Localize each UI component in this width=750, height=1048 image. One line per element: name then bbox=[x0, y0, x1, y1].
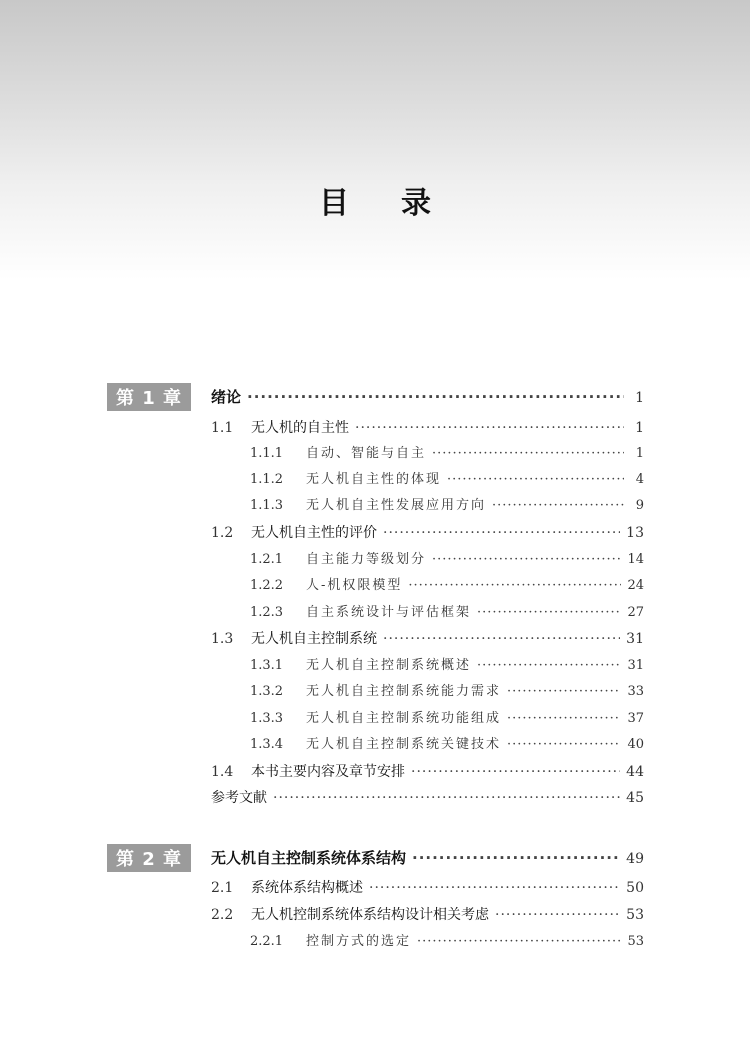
toc-title: 参考文献 bbox=[211, 790, 267, 806]
toc-page-number: 14 bbox=[627, 552, 644, 567]
toc-leader-dots bbox=[408, 574, 621, 598]
toc-leader-dots bbox=[383, 521, 620, 545]
toc-subsection-1-2-2[interactable] bbox=[250, 574, 644, 598]
toc-number: 1.2.2 bbox=[250, 578, 284, 593]
toc-number: 1.1.3 bbox=[250, 498, 284, 513]
toc-number: 1.1 bbox=[211, 420, 234, 436]
toc-title: 无人机自主性的体现 bbox=[306, 472, 442, 487]
toc-page-number: 9 bbox=[635, 498, 644, 513]
toc-title: 绪论 bbox=[211, 388, 242, 406]
toc-subsection-1-1-3[interactable] bbox=[250, 494, 644, 518]
toc-page-number: 24 bbox=[627, 578, 644, 593]
toc-page-number: 1 bbox=[635, 390, 644, 406]
toc-leader-dots bbox=[477, 601, 621, 625]
toc-title: 本书主要内容及章节安排 bbox=[251, 764, 405, 780]
toc-section-2-1[interactable] bbox=[211, 876, 644, 900]
toc-section-1-3[interactable] bbox=[211, 627, 644, 651]
toc-subsection-1-1-1[interactable] bbox=[250, 442, 644, 466]
toc-leader-dots bbox=[495, 903, 620, 927]
toc-title: 无人机自主控制系统体系结构 bbox=[211, 849, 407, 867]
toc-references-ch1[interactable] bbox=[211, 786, 644, 810]
toc-chapter-2[interactable] bbox=[211, 846, 644, 870]
toc-page-number: 50 bbox=[626, 880, 644, 896]
toc-chapter-1[interactable] bbox=[211, 385, 644, 409]
toc-page-number: 13 bbox=[626, 525, 644, 541]
toc-number: 2.1 bbox=[211, 880, 234, 896]
toc-page-number: 1 bbox=[635, 446, 644, 461]
toc-page-number: 53 bbox=[627, 934, 644, 949]
toc-title: 自动、智能与自主 bbox=[306, 446, 427, 461]
toc-title: 无人机的自主性 bbox=[251, 420, 349, 436]
chapter-2-label: 第 2 章 bbox=[107, 844, 191, 872]
toc-title: 无人机自主控制系统 bbox=[251, 631, 377, 647]
toc-leader-dots bbox=[411, 760, 620, 784]
toc-section-1-4[interactable] bbox=[211, 760, 644, 784]
toc-subsection-1-3-3[interactable] bbox=[250, 707, 644, 731]
toc-leader-dots bbox=[432, 548, 621, 572]
toc-page-number: 4 bbox=[635, 472, 644, 487]
toc-leader-dots bbox=[432, 442, 624, 466]
toc-subsection-1-3-4[interactable] bbox=[250, 733, 644, 757]
toc-subsection-1-1-2[interactable] bbox=[250, 468, 644, 492]
toc-section-1-1[interactable] bbox=[211, 416, 644, 440]
chapter-1-label: 第 1 章 bbox=[107, 383, 191, 411]
toc-page-number: 45 bbox=[626, 790, 644, 806]
toc-number: 1.2.1 bbox=[250, 552, 284, 567]
toc-number: 1.3.1 bbox=[250, 658, 284, 673]
toc-number: 1.1.2 bbox=[250, 472, 284, 487]
toc-subsection-1-3-2[interactable] bbox=[250, 680, 644, 704]
toc-subsection-1-2-3[interactable] bbox=[250, 601, 644, 625]
toc-title: 控制方式的选定 bbox=[306, 934, 412, 949]
header-gradient-band bbox=[0, 0, 750, 280]
toc-number: 1.3.3 bbox=[250, 711, 284, 726]
page-title-char-1: 目 bbox=[319, 186, 349, 221]
toc-number: 1.3.4 bbox=[250, 737, 284, 752]
toc-number: 1.4 bbox=[211, 764, 234, 780]
toc-title: 人-机权限模型 bbox=[306, 578, 403, 593]
toc-title: 无人机自主性发展应用方向 bbox=[306, 498, 487, 513]
toc-leader-dots bbox=[369, 876, 620, 900]
toc-subsection-1-3-1[interactable] bbox=[250, 654, 644, 678]
toc-section-2-2[interactable] bbox=[211, 903, 644, 927]
toc-number: 1.3.2 bbox=[250, 684, 284, 699]
toc-number: 1.2.3 bbox=[250, 605, 284, 620]
toc-leader-dots bbox=[412, 846, 620, 870]
toc-leader-dots bbox=[507, 707, 621, 731]
toc-leader-dots bbox=[355, 416, 624, 440]
toc-leader-dots bbox=[247, 385, 624, 409]
toc-number: 1.2 bbox=[211, 525, 234, 541]
toc-title: 无人机自主控制系统能力需求 bbox=[306, 684, 502, 699]
toc-section-1-2[interactable] bbox=[211, 521, 644, 545]
toc-subsection-2-2-1[interactable] bbox=[250, 930, 644, 954]
toc-page-number: 49 bbox=[626, 851, 644, 867]
toc-leader-dots bbox=[417, 930, 621, 954]
toc-page-number: 1 bbox=[635, 420, 644, 436]
page-title-char-2: 录 bbox=[401, 186, 431, 221]
toc-title: 无人机自主控制系统功能组成 bbox=[306, 711, 502, 726]
toc-leader-dots bbox=[507, 733, 621, 757]
toc-leader-dots bbox=[507, 680, 621, 704]
toc-number: 2.2.1 bbox=[250, 934, 284, 949]
toc-number: 1.1.1 bbox=[250, 446, 284, 461]
toc-page-number: 40 bbox=[627, 737, 644, 752]
toc-number: 1.3 bbox=[211, 631, 234, 647]
toc-number: 2.2 bbox=[211, 907, 234, 923]
toc-page-number: 37 bbox=[627, 711, 644, 726]
toc-title: 无人机自主性的评价 bbox=[251, 525, 377, 541]
toc-subsection-1-2-1[interactable] bbox=[250, 548, 644, 572]
toc-title: 自主系统设计与评估框架 bbox=[306, 605, 472, 620]
toc-title: 无人机自主控制系统关键技术 bbox=[306, 737, 502, 752]
toc-page-number: 31 bbox=[627, 658, 644, 673]
toc-title: 无人机控制系统体系结构设计相关考虑 bbox=[251, 907, 489, 923]
toc-page-number: 53 bbox=[626, 907, 644, 923]
toc-leader-dots bbox=[273, 786, 620, 810]
toc-page-number: 44 bbox=[626, 764, 644, 780]
toc-leader-dots bbox=[383, 627, 620, 651]
toc-title: 自主能力等级划分 bbox=[306, 552, 427, 567]
toc-leader-dots bbox=[477, 654, 621, 678]
toc-page-number: 33 bbox=[627, 684, 644, 699]
toc-title: 系统体系结构概述 bbox=[251, 880, 363, 896]
page-title bbox=[0, 178, 750, 222]
toc-leader-dots bbox=[492, 494, 624, 518]
toc-page-number: 31 bbox=[626, 631, 644, 647]
toc-title: 无人机自主控制系统概述 bbox=[306, 658, 472, 673]
toc-page-number: 27 bbox=[627, 605, 644, 620]
toc-leader-dots bbox=[447, 468, 624, 492]
